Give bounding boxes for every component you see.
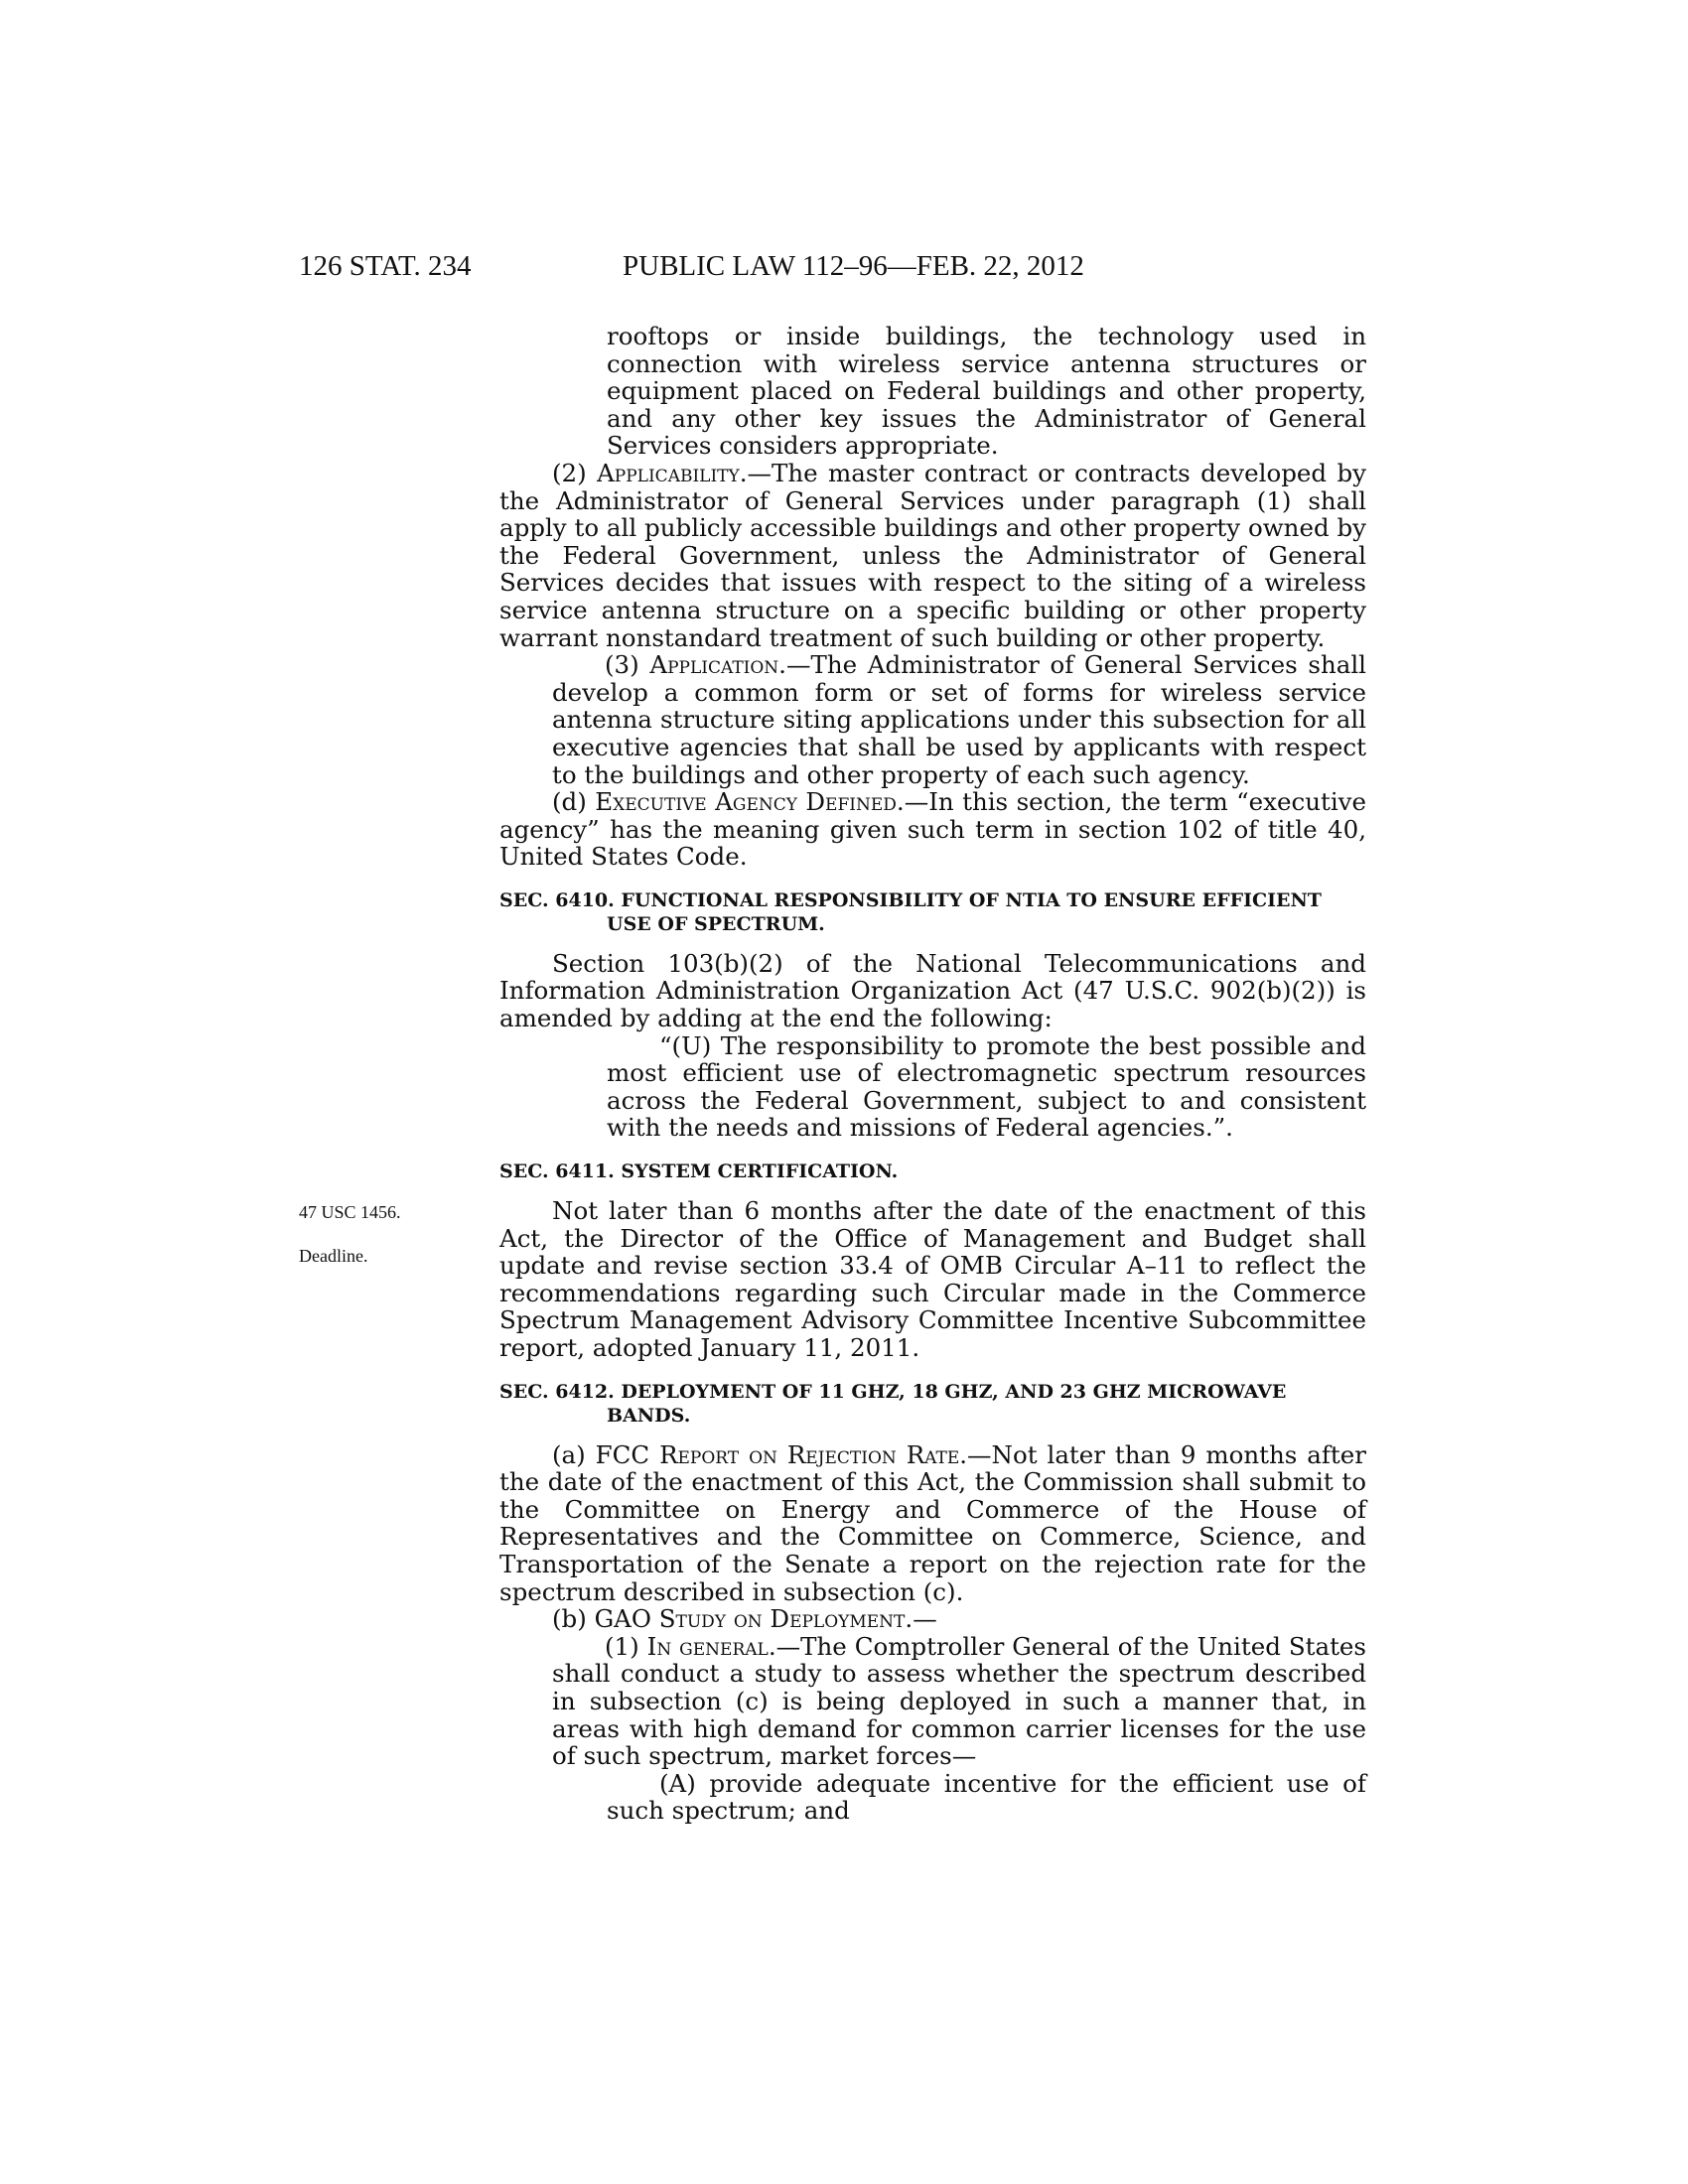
document-body (499, 323, 1366, 1825)
subparagraph-a: (A) provide adequate incentive for the efficient use of such spectrum; and (607, 1768, 1366, 1826)
stat-page-number: 126 STAT. 234 (299, 250, 472, 282)
page-header (0, 250, 1688, 290)
paragraph-in-general: (1) In general.—The Comptroller General of the United States shall conduct a study to assess whether the spectrum described in subsection (c) is being deployed in such a manner that, in areas with high demand for common carrier licenses for the use of such spectrum, market forces— (552, 1631, 1366, 1771)
paragraph-applicability: (2) Applicability.—The master contract or contracts developed by the Administrator of General Services under paragraph (1) shall apply to all publicly accessible buildings and other property owned by the Federal Government, unless the Administrator of General Services decides that issues with respect to the siting of a wireless service antenna structure on a specific building or other property warrant nonstandard treatment of such building or other property. (499, 458, 1366, 652)
public-law-citation: PUBLIC LAW 112–96—FEB. 22, 2012 (623, 250, 1084, 282)
paragraph-fcc-report: (a) FCC Report on Rejection Rate.—Not later than 9 months after the date of the enactment of this Act, the Commission shall submit to the Committee on Energy and Commerce of the House of Representatives and the Committee on Commerce, Science, and Transportation of the Senate a report on the rejection rate for the spectrum described in subsection (c). (499, 1439, 1366, 1606)
section-heading-6410: SEC. 6410. FUNCTIONAL RESPONSIBILITY OF NTIA TO ENSURE EFFICIENT USE OF SPECTRUM. (499, 888, 1322, 935)
margin-note-usc: 47 USC 1456. (299, 1202, 401, 1222)
paragraph-gao-study: (b) GAO Study on Deployment.— (552, 1604, 937, 1634)
section-6411-text: Not later than 6 months after the date of the enactment of this Act, the Director of the Office of Management and Budget shall update and revise section 33.4 of OMB Circular A–11 to reflect the recommendations regarding such Circular made in the Commerce Spectrum Management Advisory Committee Incentive Subcommittee report, adopted January 11, 2011. (499, 1196, 1366, 1362)
section-6410-text: Section 103(b)(2) of the National Telecommunications and Information Administration Organization Act (47 U.S.C. 902(b)(2)) is amended by adding at the end the following: (499, 948, 1366, 1033)
section-heading-6412: SEC. 6412. DEPLOYMENT OF 11 GHZ, 18 GHZ, AND 23 GHZ MICROWAVE BANDS. (499, 1380, 1287, 1427)
paragraph-executive-agency: (d) Executive Agency Defined.—In this section, the term “executive agency” has the meaning given such term in section 102 of title 40, United States Code. (499, 787, 1366, 872)
paragraph-application: (3) Application.—The Administrator of General Services shall develop a common form or set of forms for wireless service antenna structure siting applications under this subsection for all executive agencies that shall be used by applicants with respect to the buildings and other property of each such agency. (552, 650, 1367, 789)
paragraph-continuation: rooftops or inside buildings, the technology used in connection with wireless service antenna structures or equipment placed on Federal buildings and other property, and any other key issues the Administrator of General Services considers appropriate. (607, 322, 1366, 461)
section-6410-quote: “(U) The responsibility to promote the best possible and most efficient use of electromagnetic spectrum resources across the Federal Government, subject to and consistent with the needs and missions of Federal agencies.”. (607, 1030, 1366, 1143)
section-heading-6411: SEC. 6411. SYSTEM CERTIFICATION. (499, 1160, 899, 1183)
margin-note-deadline: Deadline. (299, 1246, 368, 1266)
